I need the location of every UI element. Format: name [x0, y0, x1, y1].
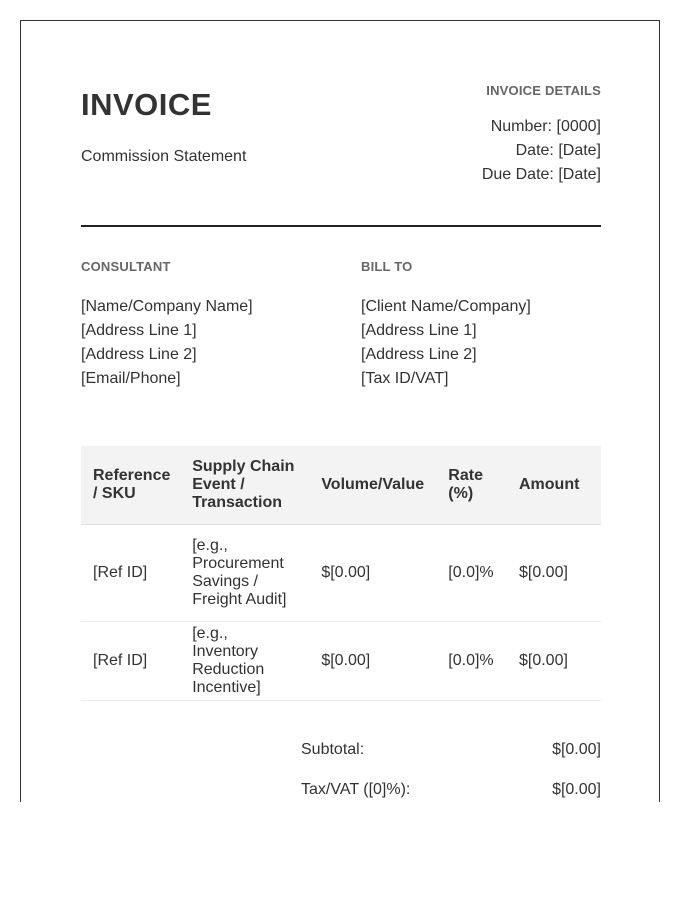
- invoice-number: Number: [0000]: [490, 118, 601, 135]
- client-tax-id: [Tax ID/VAT]: [361, 370, 449, 387]
- cell-amount: $[0.00]: [507, 622, 601, 701]
- invoice-date: Date: [Date]: [515, 142, 601, 159]
- client-address-2: [Address Line 2]: [361, 346, 477, 363]
- cell-volume: $[0.00]: [309, 622, 436, 701]
- table-header-row: [81, 446, 601, 525]
- client-address-1: [Address Line 1]: [361, 322, 477, 339]
- column-header-volume: Volume/Value: [309, 446, 436, 525]
- subtotal-label: Subtotal:: [301, 741, 365, 758]
- table-row: [81, 525, 601, 622]
- cell-rate: [0.0]%: [436, 525, 507, 622]
- column-header-reference: Reference / SKU: [81, 446, 186, 525]
- invoice-subtitle: Commission Statement: [81, 148, 247, 165]
- bill-to-heading: BILL TO: [361, 259, 413, 274]
- column-header-event: Supply Chain Event / Transaction: [186, 446, 309, 525]
- client-name: [Client Name/Company]: [361, 298, 531, 315]
- cell-event: [e.g., Procurement Savings / Freight Audit]: [186, 525, 309, 622]
- cell-event: [e.g., Inventory Reduction Incentive]: [186, 622, 309, 701]
- header-divider: [81, 225, 601, 227]
- consultant-heading: CONSULTANT: [81, 259, 171, 274]
- invoice-title: INVOICE: [81, 87, 212, 122]
- cell-volume: $[0.00]: [309, 525, 436, 622]
- invoice-details: [482, 83, 601, 187]
- consultant-block: [81, 259, 321, 391]
- column-header-rate: Rate (%): [436, 446, 507, 525]
- consultant-contact: [Email/Phone]: [81, 370, 181, 387]
- subtotal-value: $[0.00]: [552, 741, 601, 758]
- cell-reference: [Ref ID]: [81, 622, 186, 701]
- tax-value: $[0.00]: [552, 781, 601, 798]
- cell-amount: $[0.00]: [507, 525, 601, 622]
- tax-label: Tax/VAT ([0]%):: [301, 781, 411, 798]
- cell-rate: [0.0]%: [436, 622, 507, 701]
- consultant-name: [Name/Company Name]: [81, 298, 253, 315]
- consultant-address-2: [Address Line 2]: [81, 346, 197, 363]
- cell-reference: [Ref ID]: [81, 525, 186, 622]
- table-row: [81, 622, 601, 701]
- line-items-table: [81, 446, 601, 701]
- bill-to-block: [361, 259, 601, 391]
- consultant-address-1: [Address Line 1]: [81, 322, 197, 339]
- invoice-details-heading: INVOICE DETAILS: [486, 83, 601, 98]
- invoice-due-date: Due Date: [Date]: [481, 166, 601, 183]
- column-header-amount: Amount: [507, 446, 601, 525]
- invoice-page: [20, 20, 660, 802]
